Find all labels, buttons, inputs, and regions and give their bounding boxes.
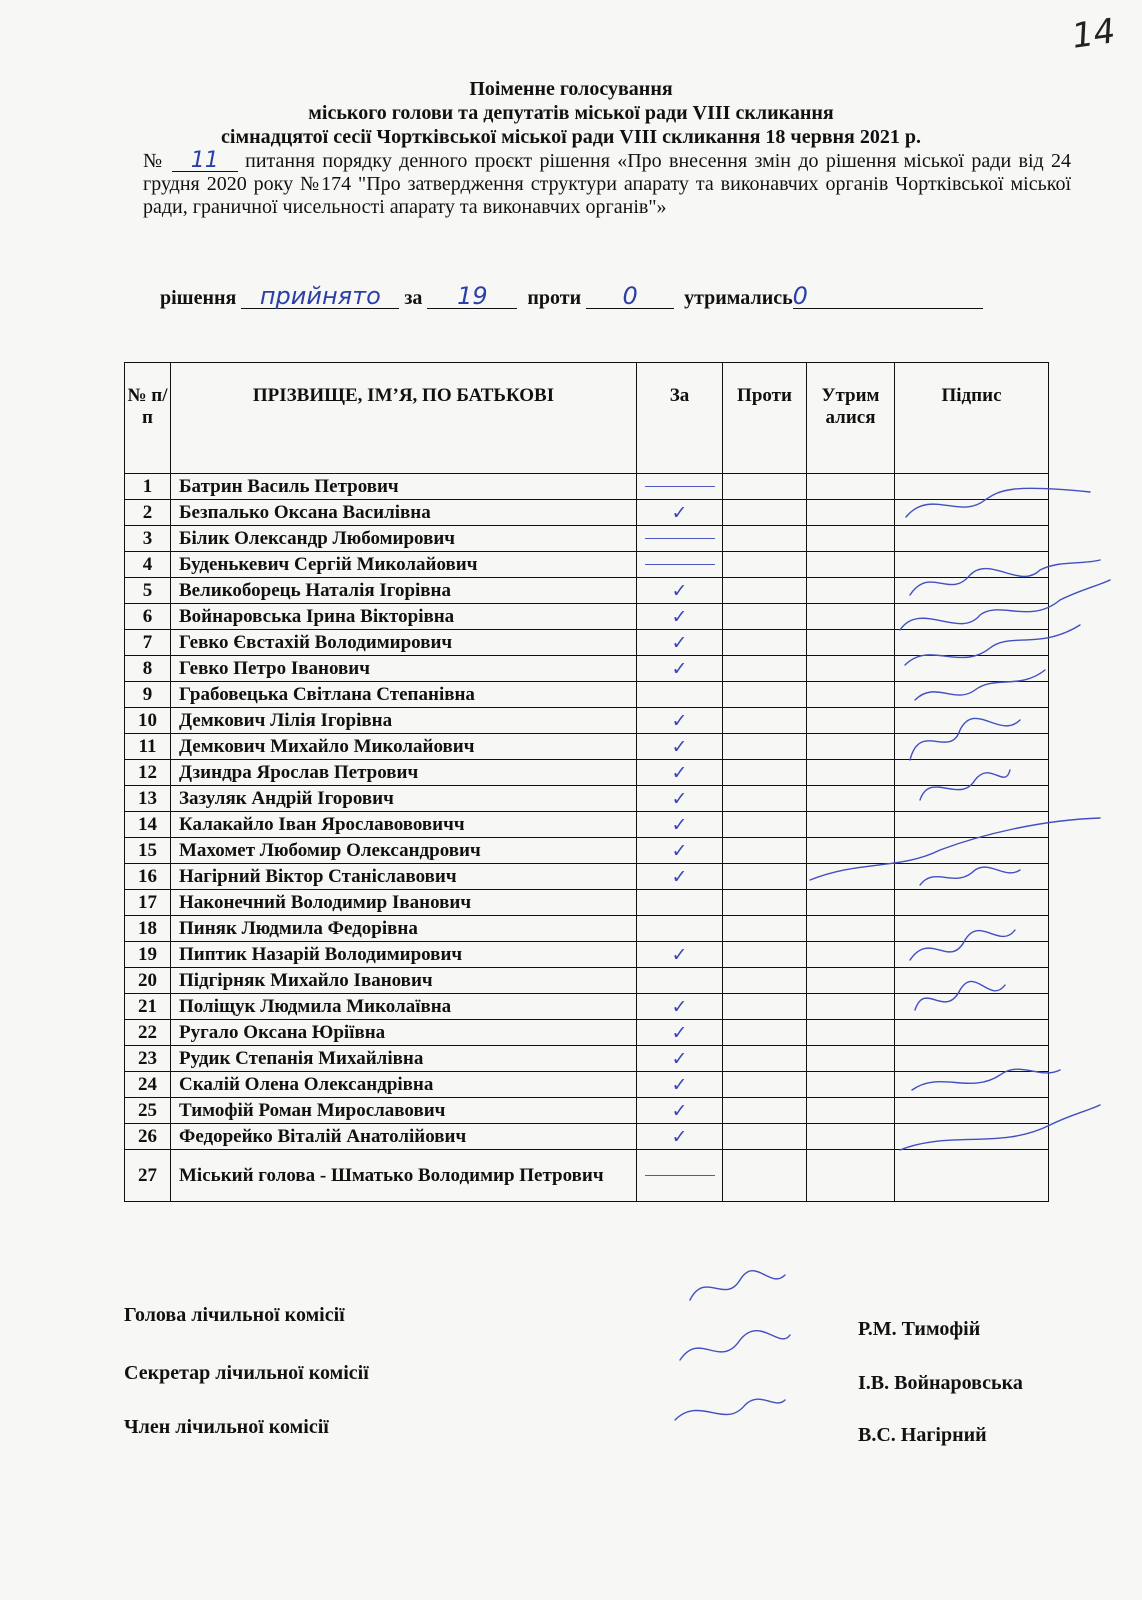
decision-value: прийнято bbox=[241, 284, 399, 309]
vote-against-cell bbox=[723, 708, 807, 734]
signature-cell bbox=[895, 552, 1049, 578]
row-number: 26 bbox=[125, 1124, 171, 1150]
dash-mark bbox=[645, 1175, 715, 1176]
row-name: Зазуляк Андрій Ігорович bbox=[171, 786, 637, 812]
vote-for-cell bbox=[637, 942, 723, 968]
signature-cell bbox=[895, 500, 1049, 526]
vote-for-cell bbox=[637, 1020, 723, 1046]
row-number: 16 bbox=[125, 864, 171, 890]
checkmark-icon: ✓ bbox=[671, 657, 688, 680]
vote-for-cell bbox=[637, 968, 723, 994]
row-number: 22 bbox=[125, 1020, 171, 1046]
table-header bbox=[125, 363, 1049, 474]
row-name: Калакайло Іван Ярославововичч bbox=[171, 812, 637, 838]
table-row bbox=[125, 968, 1049, 994]
vote-against-cell bbox=[723, 578, 807, 604]
row-number: 10 bbox=[125, 708, 171, 734]
table-row bbox=[125, 1124, 1049, 1150]
vote-abstain-cell bbox=[807, 1150, 895, 1202]
vote-abstain-cell bbox=[807, 942, 895, 968]
row-name: Безпалько Оксана Василівна bbox=[171, 500, 637, 526]
vote-against-cell bbox=[723, 942, 807, 968]
vote-for-cell bbox=[637, 1124, 723, 1150]
vote-abstain-cell bbox=[807, 812, 895, 838]
vote-for-cell bbox=[637, 682, 723, 708]
vote-for-cell bbox=[637, 890, 723, 916]
row-name: Скалій Олена Олександрівна bbox=[171, 1072, 637, 1098]
header-signature: Підпис bbox=[895, 363, 1049, 474]
dash-mark bbox=[645, 486, 715, 487]
checkmark-icon: ✓ bbox=[671, 761, 688, 784]
checkmark-icon: ✓ bbox=[671, 813, 688, 836]
table-row bbox=[125, 760, 1049, 786]
row-name: Міський голова - Шматько Володимир Петрович bbox=[171, 1150, 637, 1202]
signature-cell bbox=[895, 578, 1049, 604]
table-row bbox=[125, 682, 1049, 708]
vote-abstain-cell bbox=[807, 708, 895, 734]
vote-against-cell bbox=[723, 812, 807, 838]
commission-role-1: Голова лічильної комісії bbox=[124, 1304, 345, 1326]
row-number: 4 bbox=[125, 552, 171, 578]
vote-for-cell bbox=[637, 1098, 723, 1124]
row-number: 18 bbox=[125, 916, 171, 942]
commission-name-2: І.В. Войнаровська bbox=[858, 1372, 1023, 1394]
signature-cell bbox=[895, 682, 1049, 708]
vote-for-cell bbox=[637, 526, 723, 552]
vote-against-cell bbox=[723, 656, 807, 682]
vote-abstain-cell bbox=[807, 526, 895, 552]
checkmark-icon: ✓ bbox=[671, 605, 688, 628]
vote-abstain-cell bbox=[807, 630, 895, 656]
vote-for-cell bbox=[637, 578, 723, 604]
question-prefix: № bbox=[143, 150, 165, 172]
decision-label: рішення bbox=[160, 287, 237, 309]
table-row bbox=[125, 838, 1049, 864]
vote-for-cell bbox=[637, 838, 723, 864]
question-text bbox=[143, 150, 1071, 219]
vote-for-cell bbox=[637, 1072, 723, 1098]
vote-for-cell bbox=[637, 786, 723, 812]
checkmark-icon: ✓ bbox=[671, 1125, 688, 1148]
table-row bbox=[125, 916, 1049, 942]
row-name: Ругало Оксана Юріївна bbox=[171, 1020, 637, 1046]
commission-role-2: Секретар лічильної комісії bbox=[124, 1362, 369, 1384]
vote-against-cell bbox=[723, 604, 807, 630]
vote-against-cell bbox=[723, 890, 807, 916]
signature-cell bbox=[895, 942, 1049, 968]
row-number: 11 bbox=[125, 734, 171, 760]
row-name: Тимофій Роман Мирославович bbox=[171, 1098, 637, 1124]
row-number: 14 bbox=[125, 812, 171, 838]
vote-against-cell bbox=[723, 1046, 807, 1072]
vote-against-cell bbox=[723, 1150, 807, 1202]
table-row bbox=[125, 500, 1049, 526]
vote-against-cell bbox=[723, 682, 807, 708]
vote-abstain-cell bbox=[807, 786, 895, 812]
vote-abstain-cell bbox=[807, 760, 895, 786]
table-row bbox=[125, 890, 1049, 916]
row-name: Великоборець Наталія Ігорівна bbox=[171, 578, 637, 604]
signature-cell bbox=[895, 604, 1049, 630]
row-number: 1 bbox=[125, 474, 171, 500]
table-row bbox=[125, 812, 1049, 838]
signature-cell bbox=[895, 1072, 1049, 1098]
vote-table bbox=[124, 362, 1049, 1202]
row-number: 24 bbox=[125, 1072, 171, 1098]
vote-against-cell bbox=[723, 500, 807, 526]
signature-cell bbox=[895, 526, 1049, 552]
checkmark-icon: ✓ bbox=[671, 501, 688, 524]
vote-against-cell bbox=[723, 1098, 807, 1124]
vote-for-cell bbox=[637, 864, 723, 890]
vote-abstain-cell bbox=[807, 968, 895, 994]
row-name: Буденькевич Сергій Миколайович bbox=[171, 552, 637, 578]
vote-against-cell bbox=[723, 1072, 807, 1098]
vote-for-cell bbox=[637, 474, 723, 500]
signature-cell bbox=[895, 838, 1049, 864]
table-row bbox=[125, 1020, 1049, 1046]
checkmark-icon: ✓ bbox=[671, 787, 688, 810]
table-row bbox=[125, 578, 1049, 604]
row-number: 21 bbox=[125, 994, 171, 1020]
signature-cell bbox=[895, 1150, 1049, 1202]
signature-cell bbox=[895, 994, 1049, 1020]
vote-for-cell bbox=[637, 734, 723, 760]
vote-abstain-cell bbox=[807, 916, 895, 942]
vote-for-cell bbox=[637, 656, 723, 682]
table-row bbox=[125, 1098, 1049, 1124]
table-row bbox=[125, 474, 1049, 500]
row-number: 2 bbox=[125, 500, 171, 526]
vote-abstain-cell bbox=[807, 604, 895, 630]
signature-cell bbox=[895, 474, 1049, 500]
signature-cell bbox=[895, 968, 1049, 994]
row-number: 5 bbox=[125, 578, 171, 604]
vote-abstain-cell bbox=[807, 656, 895, 682]
vote-against-cell bbox=[723, 1124, 807, 1150]
decision-line bbox=[160, 284, 1060, 310]
vote-for-cell bbox=[637, 760, 723, 786]
row-name: Махомет Любомир Олександрович bbox=[171, 838, 637, 864]
row-number: 12 bbox=[125, 760, 171, 786]
row-name: Білик Олександр Любомирович bbox=[171, 526, 637, 552]
for-label: за bbox=[404, 287, 423, 309]
against-label: проти bbox=[527, 287, 582, 309]
row-name: Гевко Петро Іванович bbox=[171, 656, 637, 682]
commission-name-3: В.С. Нагірний bbox=[858, 1424, 987, 1446]
signature-scribble bbox=[680, 1331, 790, 1360]
row-number: 7 bbox=[125, 630, 171, 656]
question-description: питання порядку денного проєкт рішення «Про внесення змін до рішення міської ради від 24 грудня 2020 року №174 "Про затвердження структури апарату та виконавчих органів Чортківської міської ради, граничної чисельності апарату та виконавчих органів"» bbox=[143, 150, 1072, 218]
vote-against-cell bbox=[723, 994, 807, 1020]
row-name: Федорейко Віталій Анатолійович bbox=[171, 1124, 637, 1150]
checkmark-icon: ✓ bbox=[671, 1073, 688, 1096]
dash-mark bbox=[645, 538, 715, 539]
vote-for-cell bbox=[637, 708, 723, 734]
for-value: 19 bbox=[427, 284, 517, 309]
row-number: 19 bbox=[125, 942, 171, 968]
checkmark-icon: ✓ bbox=[671, 943, 688, 966]
vote-abstain-cell bbox=[807, 500, 895, 526]
row-number: 9 bbox=[125, 682, 171, 708]
abstain-value: 0 bbox=[793, 284, 983, 309]
row-number: 27 bbox=[125, 1150, 171, 1202]
vote-against-cell bbox=[723, 916, 807, 942]
signature-cell bbox=[895, 656, 1049, 682]
table-row bbox=[125, 864, 1049, 890]
against-value: 0 bbox=[586, 284, 674, 309]
vote-for-cell bbox=[637, 552, 723, 578]
checkmark-icon: ✓ bbox=[671, 709, 688, 732]
checkmark-icon: ✓ bbox=[671, 1021, 688, 1044]
vote-abstain-cell bbox=[807, 1124, 895, 1150]
vote-for-cell bbox=[637, 500, 723, 526]
signature-cell bbox=[895, 786, 1049, 812]
row-name: Демкович Михайло Миколайович bbox=[171, 734, 637, 760]
signature-scribble bbox=[690, 1271, 785, 1300]
signature-cell bbox=[895, 630, 1049, 656]
dash-mark bbox=[645, 564, 715, 565]
question-number: 11 bbox=[172, 151, 238, 172]
vote-for-cell bbox=[637, 916, 723, 942]
vote-abstain-cell bbox=[807, 838, 895, 864]
signature-scribble bbox=[675, 1399, 785, 1420]
vote-for-cell bbox=[637, 630, 723, 656]
row-name: Пиняк Людмила Федорівна bbox=[171, 916, 637, 942]
vote-abstain-cell bbox=[807, 682, 895, 708]
row-number: 13 bbox=[125, 786, 171, 812]
vote-abstain-cell bbox=[807, 474, 895, 500]
title-line-1: Поіменне голосування bbox=[469, 78, 673, 100]
vote-abstain-cell bbox=[807, 864, 895, 890]
vote-abstain-cell bbox=[807, 1046, 895, 1072]
signature-cell bbox=[895, 890, 1049, 916]
row-name: Грабовецька Світлана Степанівна bbox=[171, 682, 637, 708]
row-name: Гевко Євстахій Володимирович bbox=[171, 630, 637, 656]
checkmark-icon: ✓ bbox=[671, 1099, 688, 1122]
commission-role-3: Член лічильної комісії bbox=[124, 1416, 329, 1438]
checkmark-icon: ✓ bbox=[671, 995, 688, 1018]
checkmark-icon: ✓ bbox=[671, 865, 688, 888]
table-row bbox=[125, 942, 1049, 968]
title-line-2: міського голови та депутатів міської ради VIII скликання bbox=[308, 102, 834, 124]
title-line-3: сімнадцятої сесії Чортківської міської ради VIII скликання 18 червня 2021 р. bbox=[221, 126, 921, 148]
table-row bbox=[125, 1150, 1049, 1202]
table-row bbox=[125, 1046, 1049, 1072]
row-number: 15 bbox=[125, 838, 171, 864]
vote-for-cell bbox=[637, 994, 723, 1020]
signature-cell bbox=[895, 734, 1049, 760]
row-number: 20 bbox=[125, 968, 171, 994]
checkmark-icon: ✓ bbox=[671, 579, 688, 602]
row-name: Войнаровська Ірина Вікторівна bbox=[171, 604, 637, 630]
row-name: Демкович Лілія Ігорівна bbox=[171, 708, 637, 734]
table-row bbox=[125, 994, 1049, 1020]
table-row bbox=[125, 734, 1049, 760]
abstain-label: утримались bbox=[684, 287, 793, 309]
row-number: 17 bbox=[125, 890, 171, 916]
signature-cell bbox=[895, 1020, 1049, 1046]
vote-against-cell bbox=[723, 630, 807, 656]
signature-cell bbox=[895, 1046, 1049, 1072]
vote-abstain-cell bbox=[807, 1020, 895, 1046]
signature-cell bbox=[895, 760, 1049, 786]
signature-cell bbox=[895, 1124, 1049, 1150]
row-name: Нагірний Віктор Станіславович bbox=[171, 864, 637, 890]
page-number: 14 bbox=[1069, 11, 1118, 57]
table-row bbox=[125, 786, 1049, 812]
vote-against-cell bbox=[723, 968, 807, 994]
row-name: Підгірняк Михайло Іванович bbox=[171, 968, 637, 994]
table-row bbox=[125, 1072, 1049, 1098]
vote-abstain-cell bbox=[807, 578, 895, 604]
vote-for-cell bbox=[637, 1046, 723, 1072]
vote-against-cell bbox=[723, 838, 807, 864]
header-against: Проти bbox=[723, 363, 807, 474]
signature-cell bbox=[895, 708, 1049, 734]
header-abstain: Утрималися bbox=[807, 363, 895, 474]
vote-for-cell bbox=[637, 604, 723, 630]
signature-cell bbox=[895, 1098, 1049, 1124]
row-name: Дзиндра Ярослав Петрович bbox=[171, 760, 637, 786]
vote-abstain-cell bbox=[807, 890, 895, 916]
vote-for-cell bbox=[637, 1150, 723, 1202]
vote-against-cell bbox=[723, 760, 807, 786]
vote-for-cell bbox=[637, 812, 723, 838]
vote-abstain-cell bbox=[807, 1098, 895, 1124]
signature-cell bbox=[895, 812, 1049, 838]
row-number: 6 bbox=[125, 604, 171, 630]
vote-against-cell bbox=[723, 864, 807, 890]
row-name: Поліщук Людмила Миколаївна bbox=[171, 994, 637, 1020]
header-name: ПРІЗВИЩЕ, ІМ’Я, ПО БАТЬКОВІ bbox=[171, 363, 637, 474]
table-row bbox=[125, 708, 1049, 734]
row-name: Рудик Степанія Михайлівна bbox=[171, 1046, 637, 1072]
table-row bbox=[125, 656, 1049, 682]
vote-against-cell bbox=[723, 734, 807, 760]
vote-against-cell bbox=[723, 552, 807, 578]
vote-abstain-cell bbox=[807, 552, 895, 578]
vote-abstain-cell bbox=[807, 734, 895, 760]
row-number: 8 bbox=[125, 656, 171, 682]
checkmark-icon: ✓ bbox=[671, 1047, 688, 1070]
checkmark-icon: ✓ bbox=[671, 631, 688, 654]
row-number: 23 bbox=[125, 1046, 171, 1072]
row-name: Наконечний Володимир Іванович bbox=[171, 890, 637, 916]
row-number: 25 bbox=[125, 1098, 171, 1124]
checkmark-icon: ✓ bbox=[671, 735, 688, 758]
header-num: № п/п bbox=[125, 363, 171, 474]
header-for: За bbox=[637, 363, 723, 474]
table-row bbox=[125, 526, 1049, 552]
table-row bbox=[125, 604, 1049, 630]
vote-against-cell bbox=[723, 786, 807, 812]
vote-against-cell bbox=[723, 1020, 807, 1046]
checkmark-icon: ✓ bbox=[671, 839, 688, 862]
signature-cell bbox=[895, 916, 1049, 942]
row-name: Пиптик Назарій Володимирович bbox=[171, 942, 637, 968]
vote-abstain-cell bbox=[807, 994, 895, 1020]
signature-cell bbox=[895, 864, 1049, 890]
vote-against-cell bbox=[723, 526, 807, 552]
table-row bbox=[125, 552, 1049, 578]
row-name: Батрин Василь Петрович bbox=[171, 474, 637, 500]
vote-against-cell bbox=[723, 474, 807, 500]
vote-abstain-cell bbox=[807, 1072, 895, 1098]
commission-name-1: Р.М. Тимофій bbox=[858, 1318, 981, 1340]
table-row bbox=[125, 630, 1049, 656]
row-number: 3 bbox=[125, 526, 171, 552]
